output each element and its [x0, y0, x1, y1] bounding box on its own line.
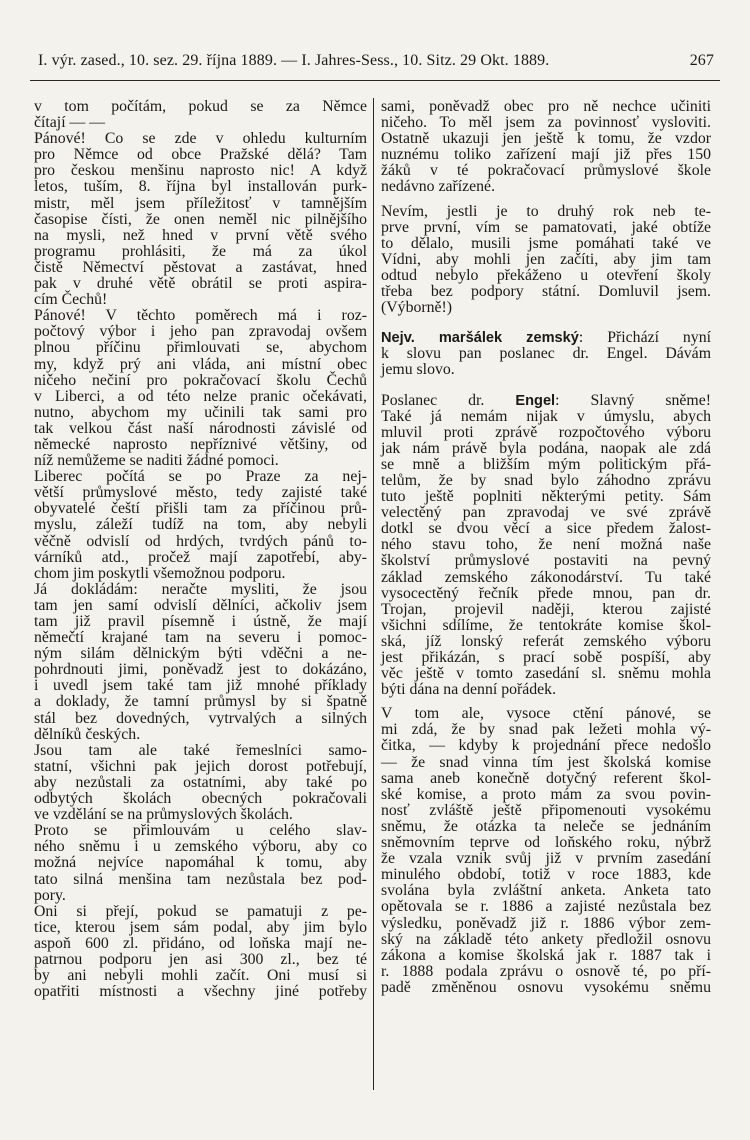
text-line: pak v druhé větě obrátil se proti aspira- — [34, 275, 367, 293]
running-header — [38, 52, 714, 70]
text-line: to dělalo, musili jsme pomáhati také ve — [381, 234, 711, 252]
text-line: Nejv. maršálek zemský: Přichází nyní — [381, 329, 711, 347]
text-line: dotkl se dvou věcí a sice předem žalost- — [381, 520, 711, 538]
column-divider — [373, 98, 374, 1090]
text-line: (Výborně!) — [381, 299, 453, 317]
speaker-name: Engel — [515, 392, 556, 409]
text-line: žáků v té pokračovací průmyslové škole — [381, 162, 711, 180]
left-column — [34, 99, 367, 1000]
text-line: tuto ještě poplniti některými petity. Sám — [381, 488, 711, 506]
text-line: nutno, abychom my učinili tak sami pro — [34, 403, 367, 421]
text-line: stál bez dovedných, vytrvalých a silných — [34, 709, 367, 727]
text-line: Také já nemám nijak v úmyslu, abych — [381, 407, 711, 425]
text-line: aspoň 600 zl. přidáno, od loňska mají ne- — [34, 934, 367, 952]
text-line: vysocectěný řečník přede mnou, pan dr. — [381, 584, 711, 602]
header-title: I. výr. zased., 10. sez. 29. října 1889. — I. Jahres-Sess., 10. Sitz. 29 Okt. 1889. — [38, 52, 550, 69]
text-line: Trojan, projevil naději, kterou zajisté — [381, 600, 711, 618]
text-line: prve první, vím se pamatovati, jaké obtíže — [381, 218, 711, 236]
text-line: zákona a komise školská jak r. 1887 tak i — [381, 946, 711, 964]
text-line: větší průmyslové město, tedy zajisté také — [34, 484, 367, 502]
right-column — [381, 99, 711, 996]
text-line: ská, jíž lonský referát zemského výboru — [381, 632, 711, 650]
text-line: mistr, měl jsem příležitosť v tamnějším — [34, 194, 367, 212]
text-line: opatřiti místnosti a všechny jiné potřeby — [34, 983, 367, 1001]
text-line: dělníků českých. — [34, 725, 141, 743]
text-line: pro Němce od obce Pražské dělá? Tam — [34, 146, 367, 164]
paragraph-spacer — [381, 379, 711, 393]
text-line: patrnou podporu jen asi 300 zl., bez té — [34, 950, 367, 968]
text-line: ného sněmu i u zemského výboru, aby co — [34, 838, 367, 856]
paragraph-spacer — [381, 316, 711, 330]
text-line: německé naprosto nepříznivé většiny, od — [34, 435, 367, 453]
text-line: cím Čechů! — [34, 291, 108, 309]
text-line: tice, kterou jsem sám podal, aby jim bylo — [34, 918, 367, 936]
header-rule — [30, 80, 720, 81]
text-line: Pánové! V těchto poměrech má i roz- — [34, 307, 367, 325]
text-line: nosť zvláště ještě připomenouti vysokému — [381, 801, 711, 819]
text-line: tam jen samí odvislí dělníci, ačkoliv jsem — [34, 596, 367, 614]
speaker-name: Nejv. maršálek zemský — [381, 330, 579, 347]
text-line: jemu slovo. — [381, 361, 455, 379]
text-line: školství průmyslové postaviti na pevný — [381, 552, 711, 570]
text-line: čitka, — kdyby k projednání přece nedošlo — [381, 737, 711, 755]
text-line: tato silná menšina tam nezůstala bez pod- — [34, 870, 367, 888]
text-line: Jsou tam ale také řemeslníci samo- — [34, 741, 367, 759]
text-line: chom jim poskytli všemožnou podporu. — [34, 564, 286, 582]
text-line: odbytých školách obecných pokračovali — [34, 790, 367, 808]
text-line: jak nám právě byla podána, naopak ale zdá — [381, 439, 711, 457]
text-line: Vídni, aby mohli jen začíti, aby jim tam — [381, 250, 711, 268]
text-line: obyvatelé čeští přišli tam za příčinou prů- — [34, 500, 367, 518]
text-line: Pánové! Co se zde v ohledu kulturním — [34, 130, 367, 148]
text-line: třeba bez podpory státní. Domluvil jsem. — [381, 283, 711, 301]
text-line: základ zemského zákonodárství. Tu také — [381, 568, 711, 586]
text-line: Oni si přejí, pokud se pamatuji z pe- — [34, 902, 367, 920]
text-line: Nevím, jestli je to druhý rok neb te- — [381, 202, 711, 220]
text-line: plnou příčinu přimlouvati se, abychom — [34, 339, 367, 357]
text-line: nedávno zařízené. — [381, 178, 496, 196]
text-line: výsledku, poněvadž již r. 1886 výbor zem- — [381, 914, 711, 932]
text-line: jest přikázán, s prací sobě pospíší, aby — [381, 649, 711, 666]
text-line: padě změněnou osnovu vysokému sněmu — [381, 978, 711, 996]
text-line: velectěný pan zpravodaj ve své zprávě — [381, 504, 711, 522]
text-line: svolána byla zvláštní anketa. Anketa tato — [381, 882, 711, 900]
text-line: ničeho nečiní pro pokračovací školu Čechů — [34, 371, 367, 389]
text-line: várníků atd., pročež mají zapotřebí, aby- — [34, 548, 367, 566]
text-line: sama aneb konečně dotyčný referent škol- — [381, 769, 711, 787]
text-line: k slovu pan poslanec dr. Engel. Dávám — [381, 345, 711, 363]
text-line: v Liberci, a od této nelze pranic očekávati, — [34, 387, 367, 405]
text-line: v tom počítám, pokud se za Němce — [34, 98, 367, 115]
text-line: mi zdá, že by snad pak ležeti mohla vý- — [381, 721, 711, 739]
text-line: my, když prý ani vláda, ani místní obec — [34, 355, 367, 373]
text-line: r. 1888 podala zprávu o osnově té, po pří- — [381, 962, 711, 980]
text-line: myslu, záleží tudíž na tom, aby nebyli — [34, 516, 367, 534]
text-line: ský na základě této ankety předložil osnovu — [381, 930, 711, 948]
text-line: sami, poněvadž obec pro ně nechce učiniti — [381, 98, 711, 115]
text-line: opětovala se r. 1886 a zajisté nezůstala bez — [381, 898, 711, 916]
text-line: statní, všichni pak jejich dorost potřebují, — [34, 757, 367, 775]
text-line: býti dána na denní pořádek. — [381, 681, 557, 699]
text-line: Poslanec dr. Engel: Slavný sněme! — [381, 391, 711, 409]
text-line: ve vzdělání se na průmyslových školách. — [34, 806, 293, 824]
text-line: V tom ale, vysoce ctění pánové, se — [381, 705, 711, 723]
text-line: by ani nebyli mohli začít. Oni musí si — [34, 967, 367, 985]
text-line: sněmovním teprve od loňského roku, nýbrž — [381, 834, 711, 852]
text-line: a doklady, že tamní průmysl by si špatně — [34, 693, 367, 711]
text-line: tak velkou část naší národnosti závislé od — [34, 419, 367, 437]
text-line: aby nezůstali za ostatními, aby také po — [34, 773, 367, 791]
text-line: časopise čísti, že onen neměl nic pilnějšího — [34, 210, 367, 228]
text-line: věčně odvislí od hrdých, tvrdých pánů to- — [34, 532, 367, 550]
text-line: minulého období, totiž v roce 1883, kde — [381, 866, 711, 884]
text-line: všichni sdílíme, že tentokráte komise škol- — [381, 616, 711, 634]
text-line: ného stavu toho, že není možná naše — [381, 536, 711, 554]
text-line: telům, že by snad bylo záhodno zprávu — [381, 471, 711, 489]
text-line: počtový výbor i jeho pan zpravodaj ovšem — [34, 323, 367, 341]
text-line: — že snad vinna tím jest školská komise — [381, 753, 711, 771]
text-line: pory. — [34, 886, 66, 904]
text-line: mluvil proti zprávě rozpočtového výboru — [381, 423, 711, 441]
text-line: pohrdnouti jimi, poněvadž jest to dokázáno, — [34, 661, 367, 679]
text-line: že vzala vznik svůj již v prvním zasedání — [381, 850, 711, 868]
text-line: Já dokládám: neračte mysliti, že jsou — [34, 580, 367, 598]
text-line: čítají — — — [34, 114, 106, 132]
text-line: se mně a bližším mým politickým přá- — [381, 455, 711, 473]
text-line: na mysli, než hned v první větě svého — [34, 226, 367, 244]
text-line: věc ještě v tomto zasedání sl. sněmu mohla — [381, 665, 711, 683]
text-line: čistě Němectví pěstovat a zastávat, hned — [34, 258, 367, 276]
text-line: ným silám dělnickým býti vděčni a ne- — [34, 645, 367, 663]
text-line: níž nemůžeme se naditi žádné pomoci. — [34, 452, 279, 470]
text-line: sněmu, že otázka ta neleče se jednáním — [381, 817, 711, 835]
text-line: němečtí krajané tam na severu i pomoc- — [34, 629, 367, 647]
text-line: Ostatně ukazuji jen ještě k tomu, že vzdor — [381, 130, 711, 148]
text-line: možná nejvíce napomáhal k tomu, aby — [34, 854, 367, 872]
text-line: pro českou menšinu naprosto nic! A když — [34, 162, 367, 180]
text-line: letos, tuším, 8. října byl installován purk- — [34, 178, 367, 196]
text-line: nuznému toliko zařízení mají již přes 150 — [381, 146, 711, 164]
text-line: Proto se přimlouvám u celého slav- — [34, 822, 367, 840]
text-line: ničeho. To měl jsem za povinnosť vysloviti. — [381, 114, 711, 132]
text-line: programu prohlásiti, že má za úkol — [34, 242, 367, 260]
text-line: odtud nebylo překáženo u otevření školy — [381, 266, 711, 284]
text-line: i uvedl jsem také tam již mnohé příklady — [34, 677, 367, 695]
text-line: Liberec počítá se po Praze za nej- — [34, 468, 367, 486]
page-number: 267 — [689, 52, 714, 69]
text-line: tam již pravil písemně i ústně, že mají — [34, 613, 367, 630]
text-line: ské komise, a proto mám za svou povin- — [381, 785, 711, 803]
